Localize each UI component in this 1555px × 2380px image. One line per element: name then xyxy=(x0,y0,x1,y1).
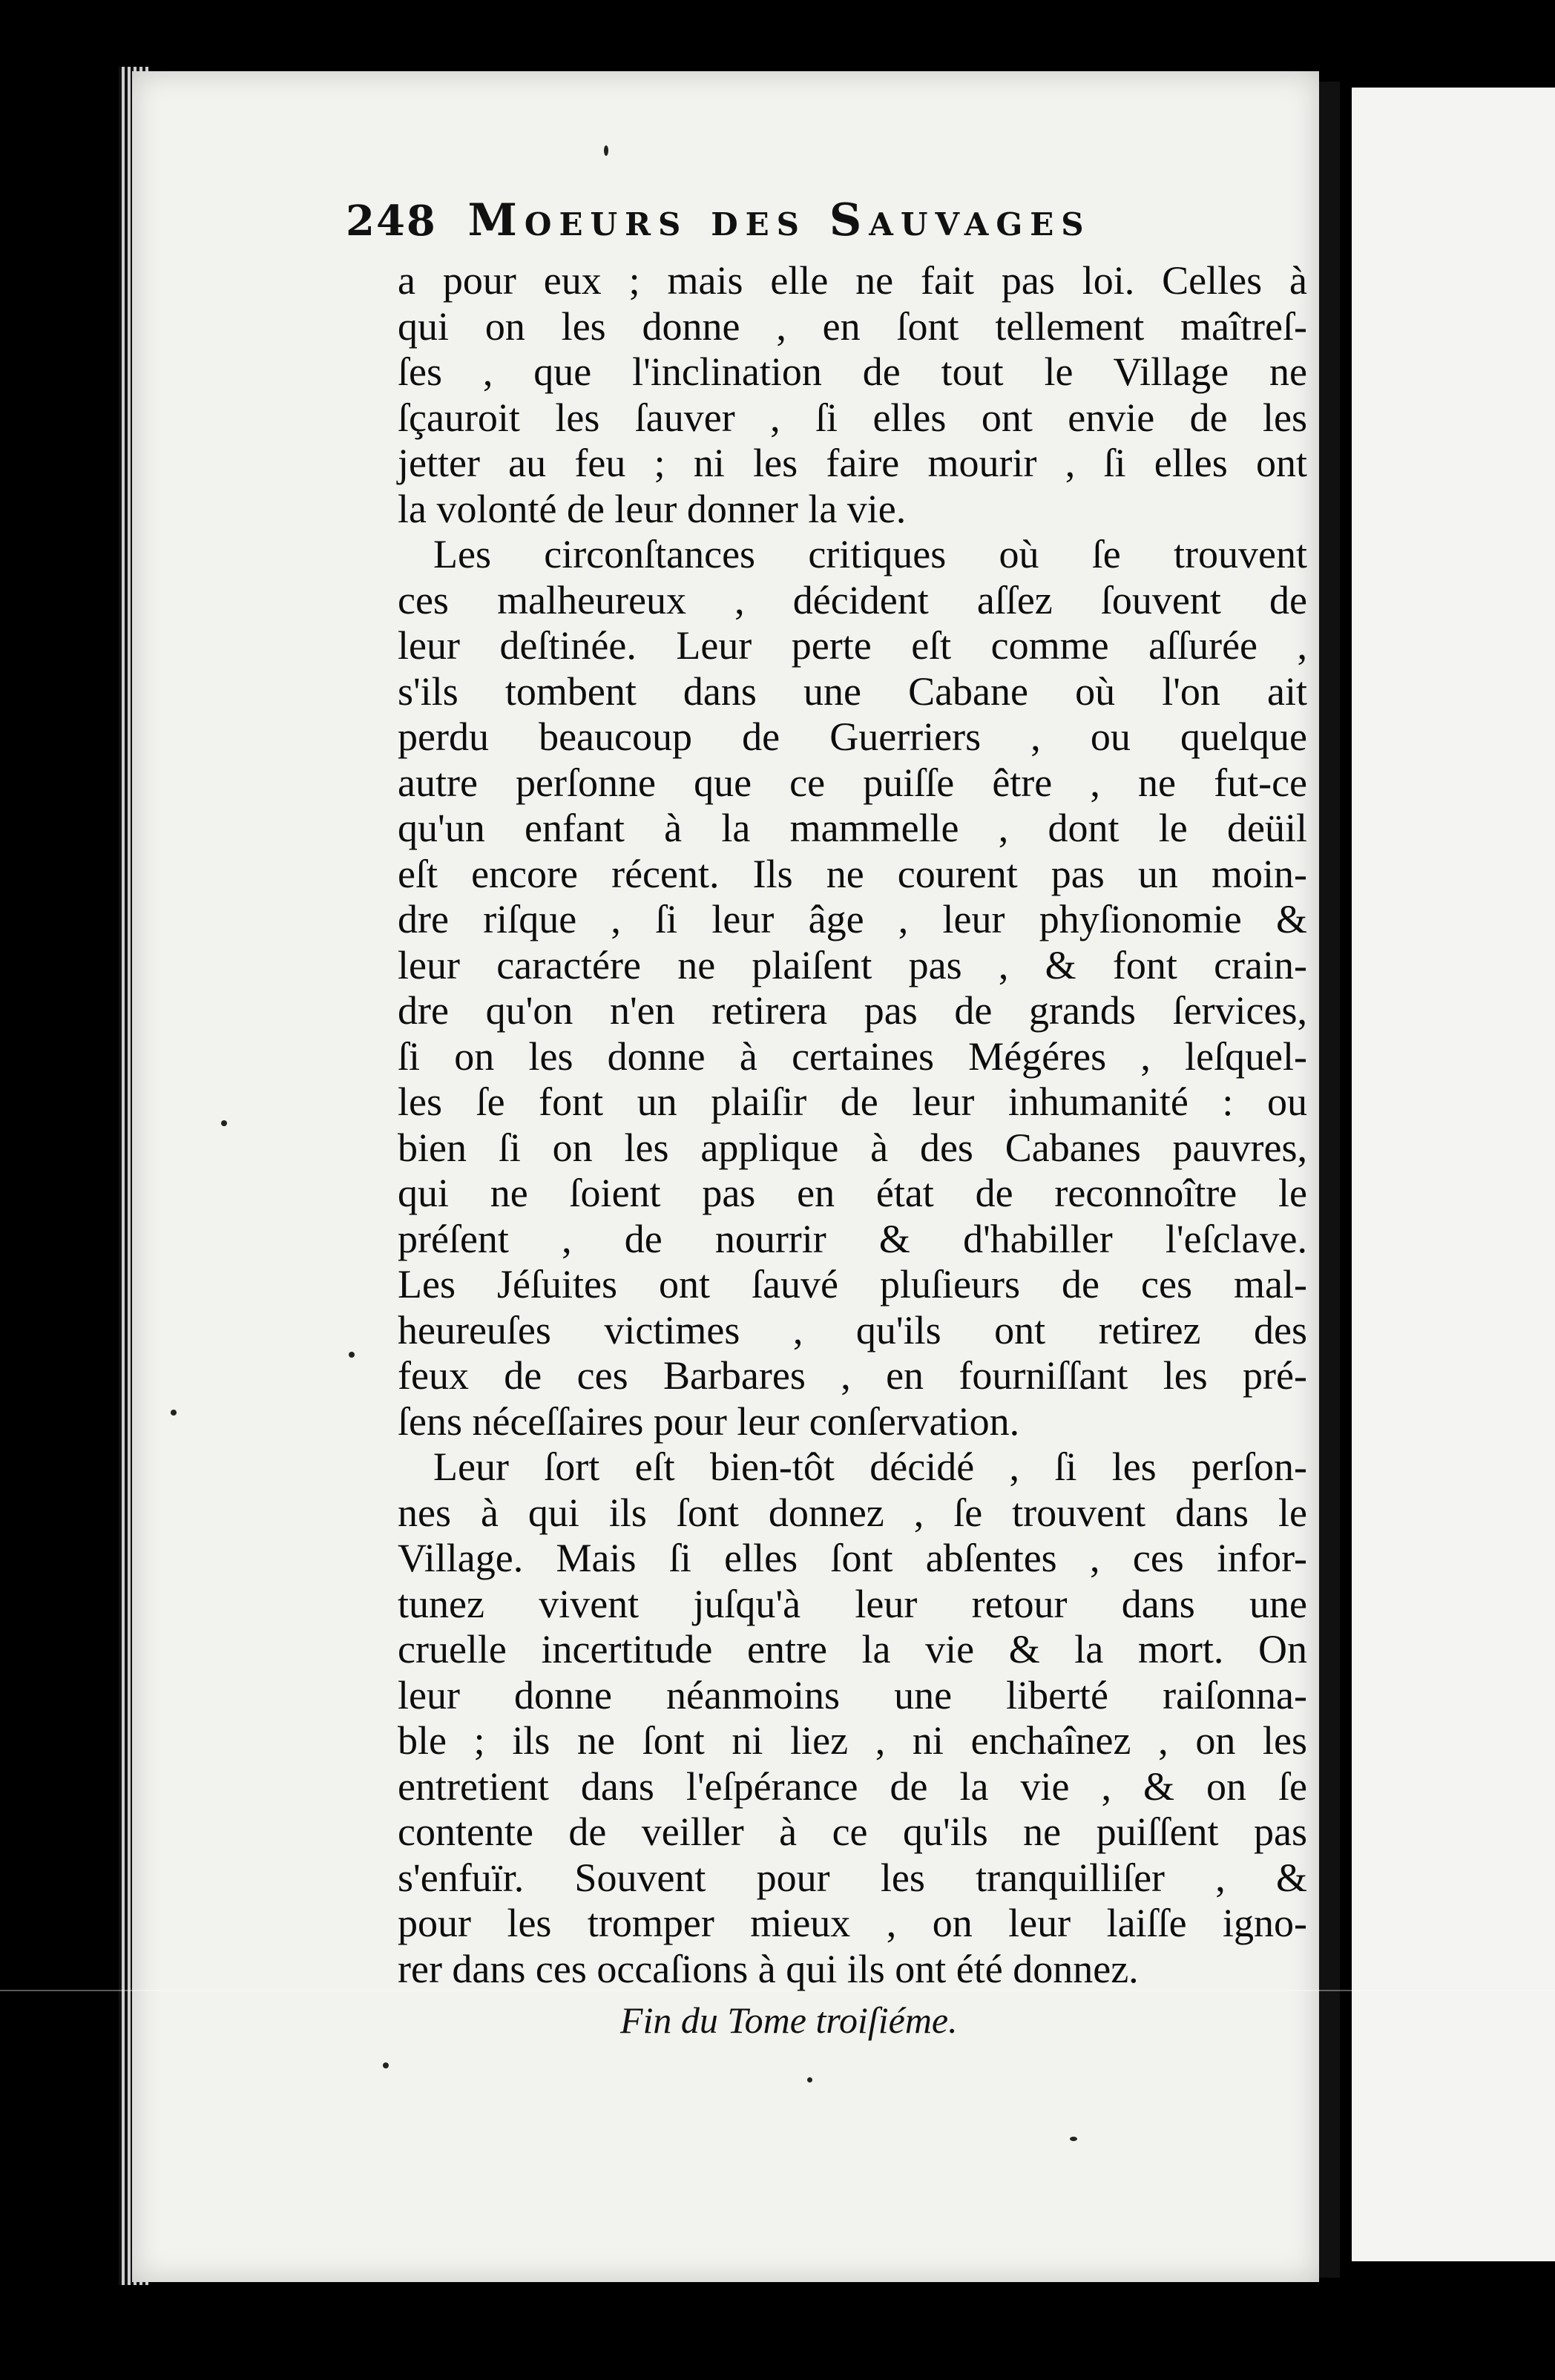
text-line: contente de veiller à ce qu'ils ne puiſſent pas xyxy=(398,1809,1307,1854)
ink-speck xyxy=(1070,2137,1077,2141)
text-line: les ſe font un plaiſir de leur inhumanité : ou xyxy=(398,1079,1307,1124)
text-line: autre perſonne que ce puiſſe être , ne fut-ce xyxy=(398,760,1307,805)
text-line: bien ſi on les applique à des Cabanes pauvres, xyxy=(398,1125,1307,1170)
text-line: Leur ſort eſt bien-tôt décidé , ſi les perſon- xyxy=(433,1444,1307,1489)
ink-speck xyxy=(171,1410,177,1416)
text-line: perdu beaucoup de Guerriers , ou quelque xyxy=(398,714,1307,759)
text-line: ſçauroit les ſauver , ſi elles ont envie de les xyxy=(398,395,1307,440)
text-line: Les circonſtances critiques où ſe trouvent xyxy=(433,532,1307,576)
text-line: dre qu'on n'en retirera pas de grands ſervices, xyxy=(398,988,1307,1033)
text-line: qui on les donne , en ſont tellement maîtreſ- xyxy=(398,303,1307,349)
text-line: s'ils tombent dans une Cabane où l'on ait xyxy=(398,668,1307,714)
text-line: qui ne ſoient pas en état de reconnoître le xyxy=(398,1171,1307,1215)
text-line: leur caractére ne plaiſent pas , & font crain- xyxy=(398,942,1307,987)
text-line: ſes , que l'inclination de tout le Village ne xyxy=(398,349,1307,394)
ink-speck xyxy=(807,2077,812,2082)
text-line: entretient dans l'eſpérance de la vie , & on ſe xyxy=(398,1763,1307,1809)
text-line: pour les tromper mieux , on leur laiſſe igno- xyxy=(398,1901,1307,1945)
text-line: tunez vivent juſqu'à leur retour dans une xyxy=(398,1581,1307,1626)
text-line: jetter au feu ; ni les faire mourir , ſi elles ont xyxy=(398,441,1307,485)
page-edge-shadow xyxy=(1319,82,1340,2278)
facing-page xyxy=(1352,88,1555,2261)
text-line: Village. Mais ſi elles ſont abſentes , ces infor- xyxy=(398,1536,1307,1580)
text-line: dre riſque , ſi leur âge , leur phyſionomie & xyxy=(398,897,1307,941)
ink-speck xyxy=(604,145,608,156)
ink-speck xyxy=(383,2062,389,2068)
text-line: leur deſtinée. Leur perte eſt comme aſſurée , xyxy=(398,623,1307,668)
text-line: préſent , de nourrir & d'habiller l'eſclave. xyxy=(398,1216,1307,1261)
text-line: a pour eux ; mais elle ne fait pas loi. Celles à xyxy=(398,258,1307,303)
text-line: leur donne néanmoins une liberté raiſonna- xyxy=(398,1672,1307,1717)
text-line: ces malheureux , décident aſſez ſouvent de xyxy=(398,577,1307,622)
text-line: feux de ces Barbares , en fourniſſant les pré- xyxy=(398,1353,1307,1398)
text-line: ſi on les donne à certaines Mégéres , leſquel- xyxy=(398,1033,1307,1079)
text-line: Les Jéſuites ont ſauvé pluſieurs de ces mal- xyxy=(398,1262,1307,1306)
running-title: Moeurs des Sauvages xyxy=(467,194,1091,246)
ink-speck xyxy=(349,1352,355,1358)
end-of-volume-note: Fin du Tome troiſiéme. xyxy=(620,1999,958,2041)
text-line: heureuſes victimes , qu'ils ont retirez des xyxy=(398,1307,1307,1352)
text-line: ſens néceſſaires pour leur conſervation. xyxy=(398,1398,1020,1444)
text-line: nes à qui ils ſont donnez , ſe trouvent dans le xyxy=(398,1490,1307,1535)
text-line: eſt encore récent. Ils ne courent pas un moin- xyxy=(398,851,1307,896)
text-line: cruelle incertitude entre la vie & la mort. On xyxy=(398,1627,1307,1671)
body-text xyxy=(398,258,1307,1992)
text-line: rer dans ces occaſions à qui ils ont été donnez. xyxy=(398,1946,1139,1991)
text-line: la volonté de leur donner la vie. xyxy=(398,486,907,531)
ink-speck xyxy=(221,1120,227,1126)
page-number: 248 xyxy=(346,197,437,246)
text-line: ble ; ils ne ſont ni liez , ni enchaînez , on les xyxy=(398,1718,1307,1763)
page-header xyxy=(346,194,1303,261)
text-line: qu'un enfant à la mammelle , dont le deüil xyxy=(398,806,1307,850)
text-line: s'enfuïr. Souvent pour les tranquilliſer , & xyxy=(398,1855,1307,1900)
